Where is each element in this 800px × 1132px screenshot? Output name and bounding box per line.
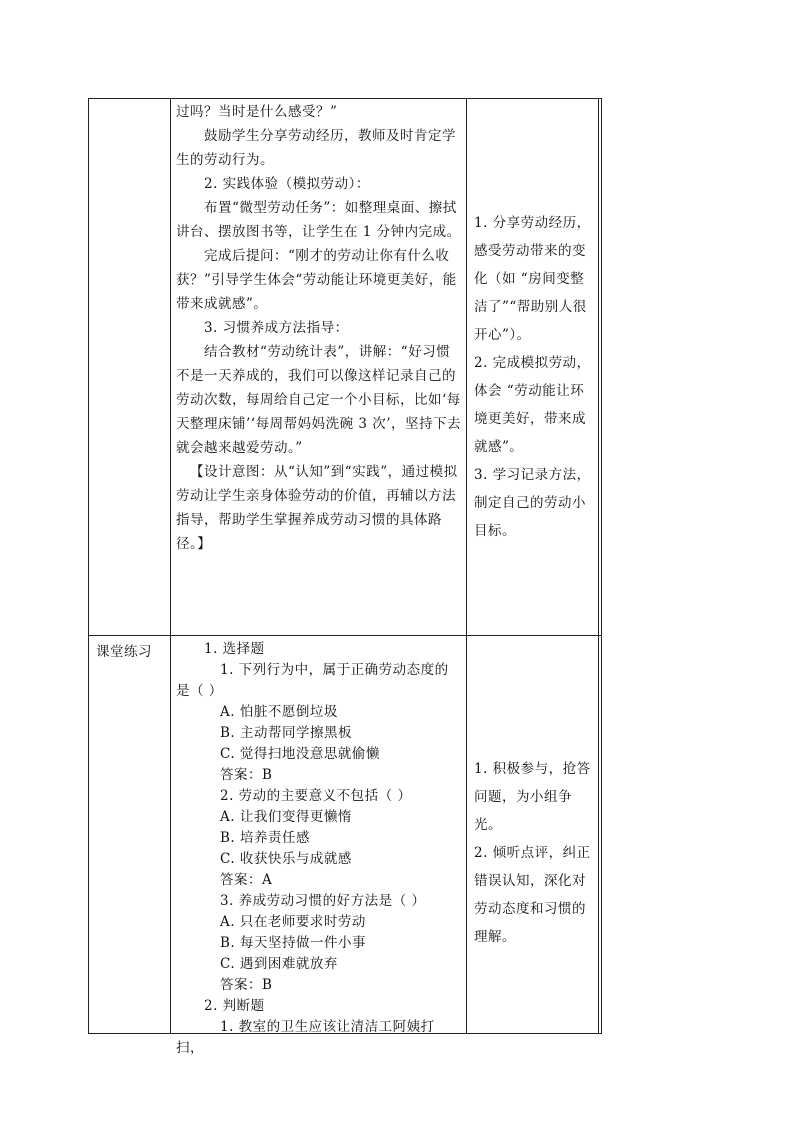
paragraph: B. 培养责任感 [220, 830, 311, 846]
column-divider-1 [170, 98, 171, 1033]
column-divider-2 [466, 98, 467, 1033]
paragraph: B. 主动帮同学擦黑板 [220, 725, 353, 741]
paragraph: 过吗？当时是什么感受？” [176, 104, 338, 120]
section2-process-text [176, 639, 462, 1059]
section-divider [88, 635, 602, 636]
paragraph: 1. 下列行为中，属于正确劳动态度的是（ ） [176, 662, 449, 699]
column-divider-3 [598, 98, 599, 1033]
paragraph: 1. 选择题 [204, 641, 265, 657]
paragraph: 2. 劳动的主要意义不包括（ ） [220, 788, 412, 804]
paragraph: 布置“微型劳动任务”：如整理桌面、擦拭讲台、摆放图书等，让学生在 1 分钟内完成。 [176, 200, 461, 240]
paragraph: 结合教材“劳动统计表”，讲解：“好习惯不是一天养成的，我们可以像这样记录自己的劳动次数，每周给自己定一个小目标，比如‘每天整理床铺’‘每周帮妈妈洗碗 3 次’，坚持下去就会越来越爱劳动。” [176, 344, 462, 456]
paragraph: A. 怕脏不愿倒垃圾 [220, 704, 338, 720]
student-activity-item: 2. 完成模拟劳动，体会 “劳动能让环境更美好，带来成就感”。 [474, 355, 591, 455]
paragraph: 答案：B [220, 767, 273, 783]
paragraph: 1. 教室的卫生应该让清洁工阿姨打扫， [176, 1019, 435, 1056]
section1-process-cell [176, 100, 462, 556]
section1-process-text [176, 100, 462, 556]
student-activity-item: 2. 倾听点评，纠正错误认知，深化对劳动态度和习惯的理解。 [474, 845, 591, 945]
section2-label-cell [96, 640, 168, 664]
paragraph: C. 收获快乐与成就感 [220, 851, 352, 867]
paragraph: 3. 习惯养成方法指导： [204, 320, 349, 336]
paragraph: 答案：B [220, 977, 273, 993]
section2-student-cell [474, 755, 594, 951]
paragraph: C. 遇到困难就放弃 [220, 956, 338, 972]
paragraph: 鼓励学生分享劳动经历，教师及时肯定学生的劳动行为。 [176, 128, 456, 168]
table-top-border [88, 98, 602, 99]
paragraph: 答案：A [220, 872, 273, 888]
student-activity-item: 1. 分享劳动经历，感受劳动带来的变化（如 “房间变整洁了”“帮助别人很开心”）。 [474, 215, 591, 343]
paragraph: 【设计意图：从“认知”到“实践”，通过模拟劳动让学生亲身体验劳动的价值，再辅以方法指导，帮助学生掌握养成劳动习惯的具体路径。】 [176, 464, 458, 552]
table-right-border [601, 98, 602, 1033]
section2-label: 课堂练习 [96, 644, 152, 660]
paragraph: C. 觉得扫地没意思就偷懒 [220, 746, 380, 762]
section1-student-text [474, 209, 594, 545]
paragraph: A. 让我们变得更懒惰 [220, 809, 352, 825]
section1-student-cell [474, 209, 594, 545]
table-left-border [88, 98, 89, 1033]
section2-process-cell [176, 639, 462, 1059]
paragraph: 2. 实践体验（模拟劳动）： [204, 176, 370, 192]
paragraph: A. 只在老师要求时劳动 [220, 914, 366, 930]
paragraph: 3. 养成劳动习惯的好方法是（ ） [220, 893, 426, 909]
student-activity-item: 1. 积极参与，抢答问题，为小组争光。 [474, 761, 591, 833]
paragraph: 2. 判断题 [204, 998, 265, 1014]
student-activity-item: 3. 学习记录方法，制定自己的劳动小目标。 [474, 467, 591, 539]
section2-student-text [474, 755, 594, 951]
paragraph: 完成后提问：“刚才的劳动让你有什么收获？”引导学生体会“劳动能让环境更美好，能带来成就感”。 [176, 248, 457, 312]
paragraph: B. 每天坚持做一件小事 [220, 935, 367, 951]
